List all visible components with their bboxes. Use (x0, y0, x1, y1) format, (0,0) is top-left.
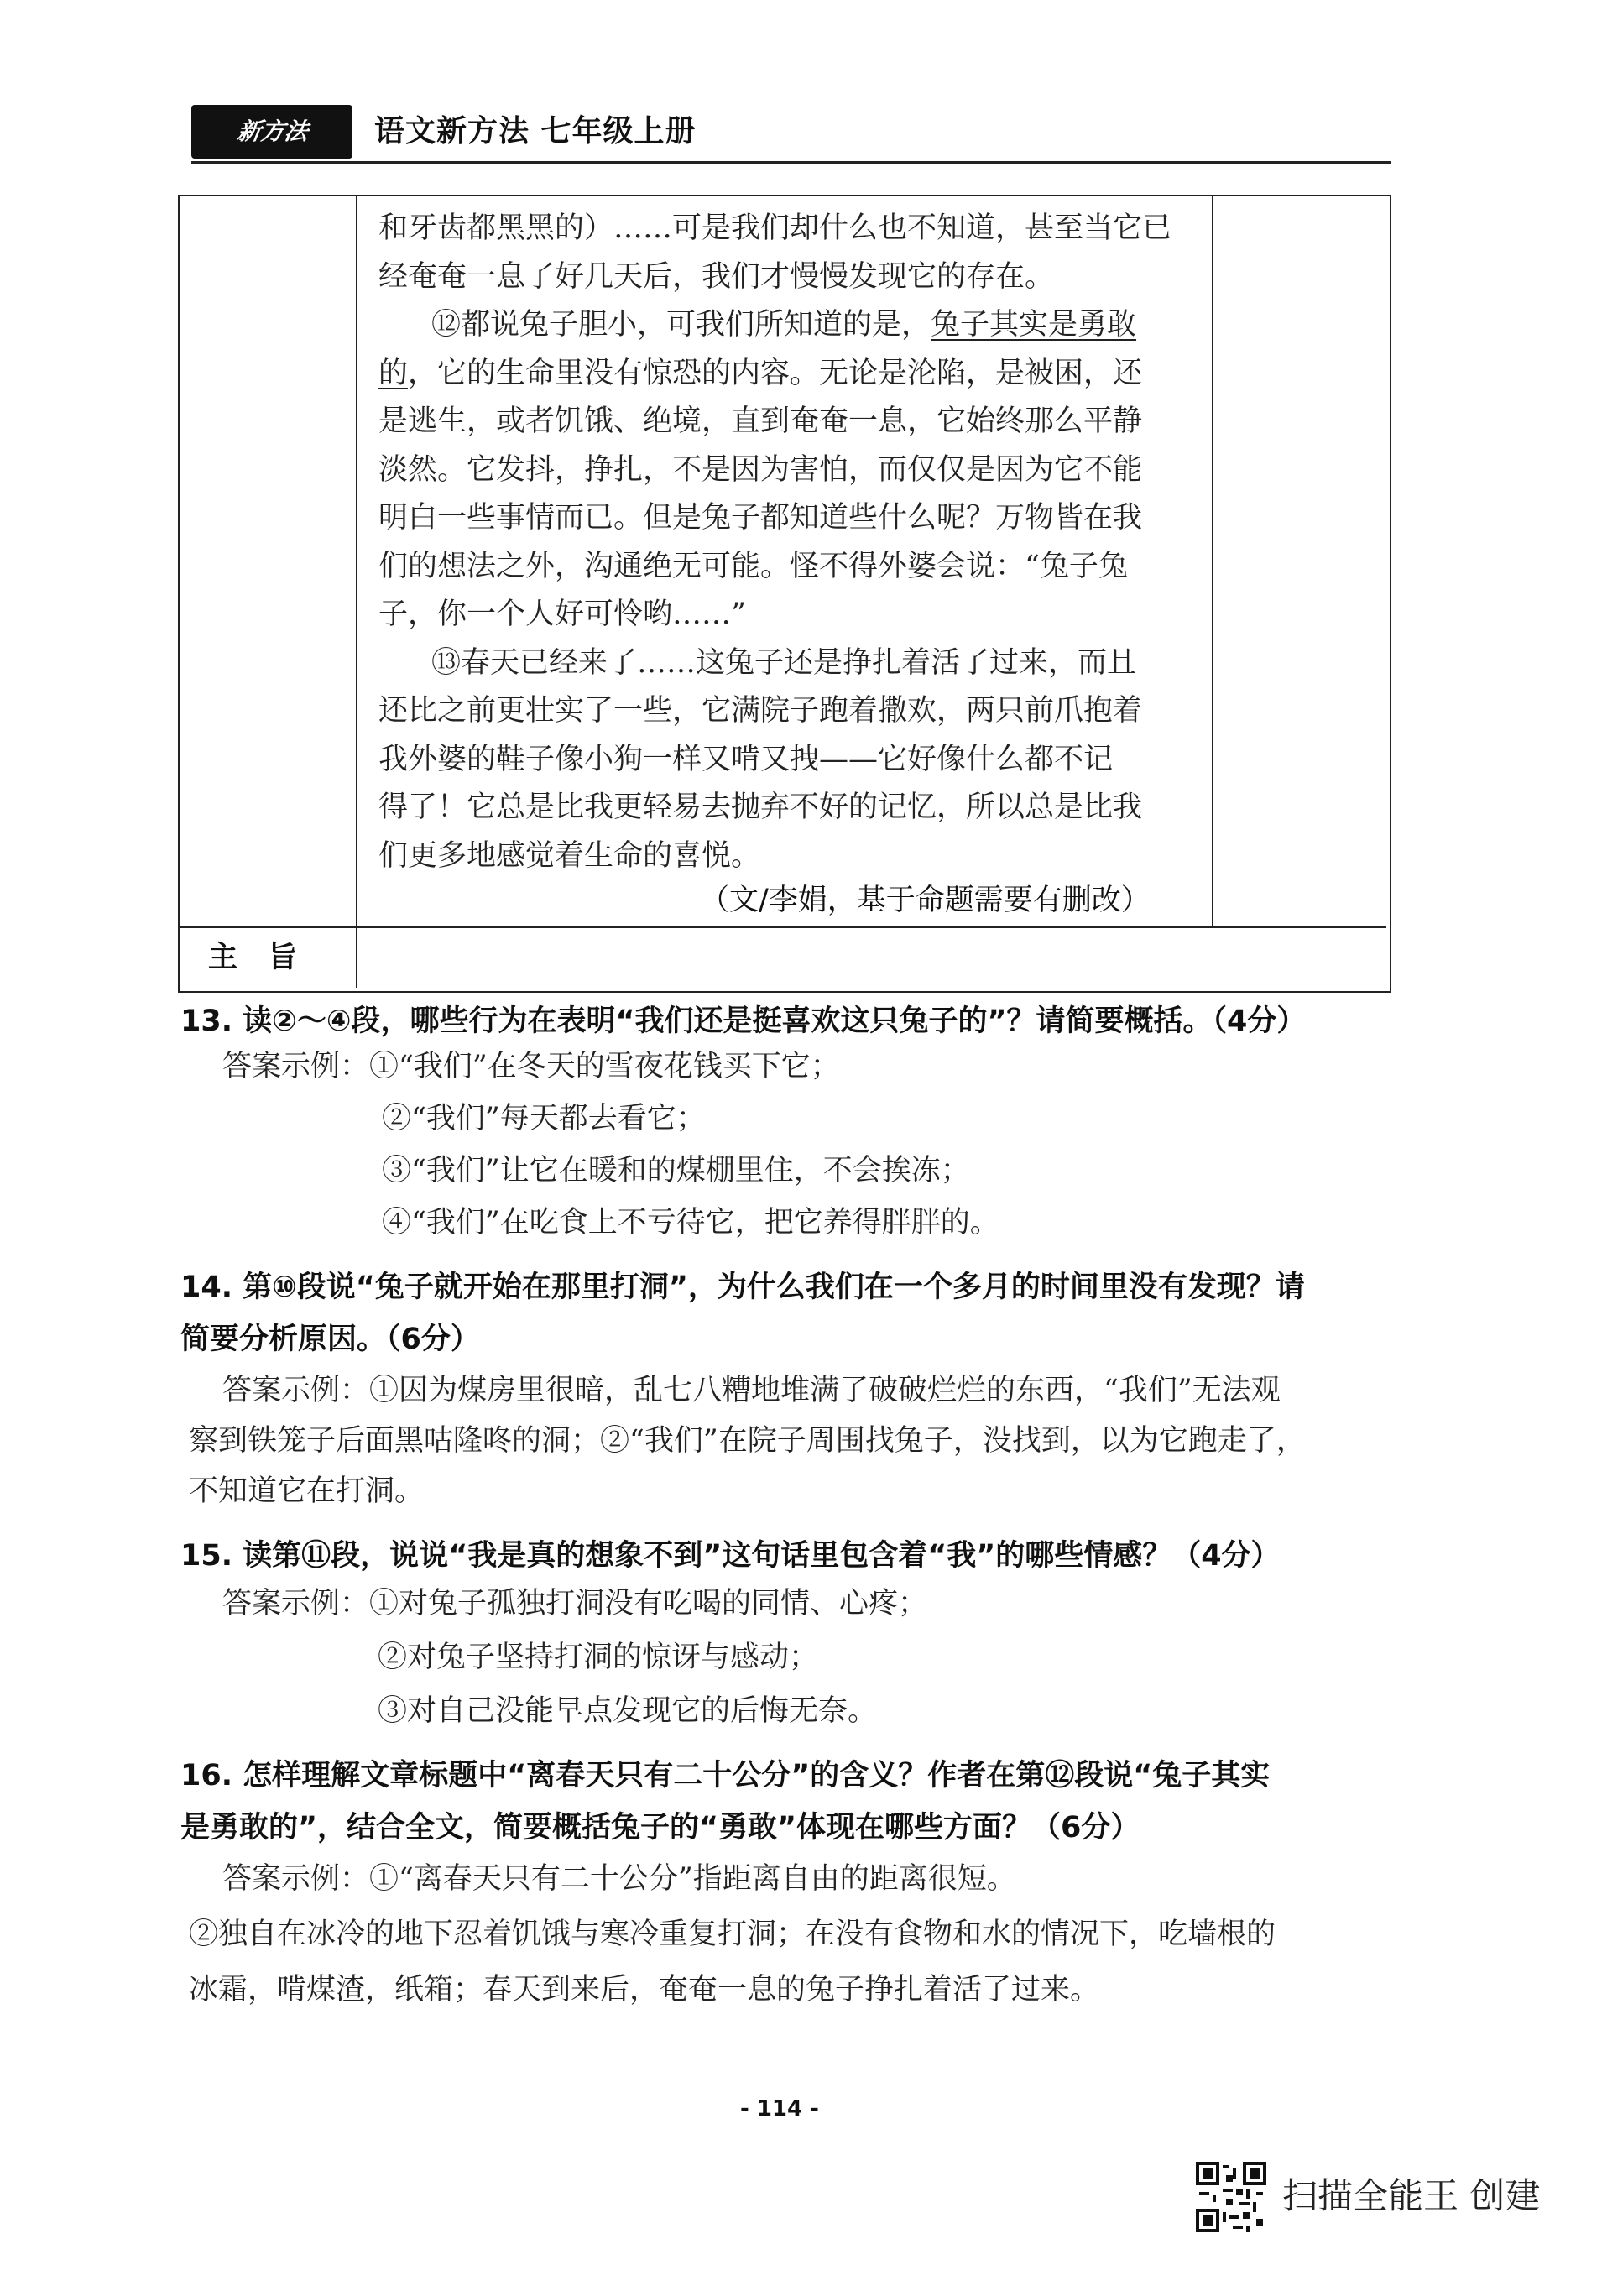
question-16-cont: 是勇敢的”，结合全文，简要概括兔子的“勇敢”体现在哪些方面？（6分） (180, 1811, 1140, 1845)
answer-line: ②“我们”每天都去看它； (382, 1102, 706, 1135)
answer-line: ②对兔子坚持打洞的惊讶与感动； (378, 1641, 819, 1674)
passage-source: （文/李娟，基于命题需要有删改） (700, 884, 1151, 917)
answer-line: 答案示例：①对兔子孤独打洞没有吃喝的同情、心疼； (222, 1587, 928, 1620)
book-logo (191, 105, 352, 159)
answer-line: 不知道它在打洞。 (189, 1474, 425, 1508)
underlined-phrase: 的 (378, 357, 409, 390)
answer-line: 答案示例：①因为煤房里很暗，乱七八糟地堆满了破破烂烂的东西，“我们”无法观 (222, 1374, 1281, 1407)
passage-line: 还比之前更壮实了一些，它满院子跑着撒欢，两只前爪抱着 (378, 694, 1143, 728)
table-divider-left (356, 196, 357, 988)
passage-table (178, 195, 1391, 993)
answer-line: 答案示例：①“离春天只有二十公分”指距离自由的距离很短。 (222, 1862, 1016, 1896)
passage-line: 们更多地感觉着生命的喜悦。 (378, 839, 761, 873)
passage-line: 明白一些事情而已。但是兔子都知道些什么呢？万物皆在我 (378, 501, 1143, 535)
page-number: - 114 - (740, 2096, 819, 2121)
answer-line: ③对自己没能早点发现它的后悔无奈。 (378, 1694, 878, 1728)
question-15: 15. 读第⑪段，说说“我是真的想象不到”这句话里包含着“我”的哪些情感？（4分） (180, 1539, 1281, 1573)
answer-line: 答案示例：①“我们”在冬天的雪夜花钱买下它； (222, 1050, 840, 1083)
table-divider-row (180, 926, 1386, 928)
book-logo-text: 新方法 (235, 117, 310, 145)
scanner-caption: 扫描全能王 创建 (1282, 2175, 1541, 2216)
passage-line: 淡然。它发抖，挣扎，不是因为害怕，而仅仅是因为它不能 (378, 453, 1143, 487)
passage-line: ⑬春天已经来了……这兔子还是挣扎着活了过来，而且 (431, 646, 1137, 680)
passage-line: 是逃生，或者饥饿、绝境，直到奄奄一息，它始终那么平静 (378, 404, 1143, 438)
passage-line: 的，它的生命里没有惊恐的内容。无论是沦陷，是被困，还 (378, 357, 1143, 390)
table-divider-right (1212, 196, 1213, 928)
answer-line: 冰霜，啃煤渣，纸箱；春天到来后，奄奄一息的兔子挣扎着活了过来。 (189, 1973, 1100, 2006)
passage-line: 和牙齿都黑黑的）……可是我们却什么也不知道，甚至当它已 (378, 211, 1172, 245)
question-13: 13. 读②～④段，哪些行为在表明“我们还是挺喜欢这只兔子的”？请简要概括。（4分） (180, 1004, 1307, 1038)
passage-line: 们的想法之外，沟通绝无可能。怪不得外婆会说：“兔子兔 (378, 550, 1128, 583)
passage-line: 我外婆的鞋子像小狗一样又啃又拽——它好像什么都不记 (378, 743, 1114, 776)
answer-line: ③“我们”让它在暖和的煤棚里住，不会挨冻； (382, 1154, 970, 1187)
header-rule (191, 161, 1391, 164)
passage-line: ⑫都说兔子胆小，可我们所知道的是，兔子其实是勇敢 (431, 308, 1137, 342)
answer-line: 察到铁笼子后面黑咕隆咚的洞；②“我们”在院子周围找兔子，没找到，以为它跑走了， (189, 1424, 1306, 1458)
qr-code-icon (1196, 2162, 1266, 2232)
passage-line: 子，你一个人好可怜哟……” (378, 597, 746, 631)
question-14: 14. 第⑩段说“兔子就开始在那里打洞”，为什么我们在一个多月的时间里没有发现？请 (180, 1271, 1305, 1304)
underlined-phrase: 兔子其实是勇敢 (931, 308, 1137, 342)
answer-line: ④“我们”在吃食上不亏待它，把它养得胖胖的。 (382, 1206, 999, 1239)
book-title: 语文新方法 七年级上册 (374, 114, 697, 149)
page-header (191, 105, 1391, 164)
answer-line: ②独自在冰冷的地下忍着饥饿与寒冷重复打洞；在没有食物和水的情况下，吃墙根的 (189, 1918, 1276, 1951)
theme-label: 主旨 (207, 941, 327, 974)
passage-line: 得了！它总是比我更轻易去抛弃不好的记忆，所以总是比我 (378, 791, 1143, 824)
question-14-cont: 简要分析原因。（6分） (180, 1323, 480, 1356)
question-16: 16. 怎样理解文章标题中“离春天只有二十公分”的含义？作者在第⑫段说“兔子其实 (180, 1759, 1271, 1792)
passage-line: 经奄奄一息了好几天后，我们才慢慢发现它的存在。 (378, 260, 1055, 294)
